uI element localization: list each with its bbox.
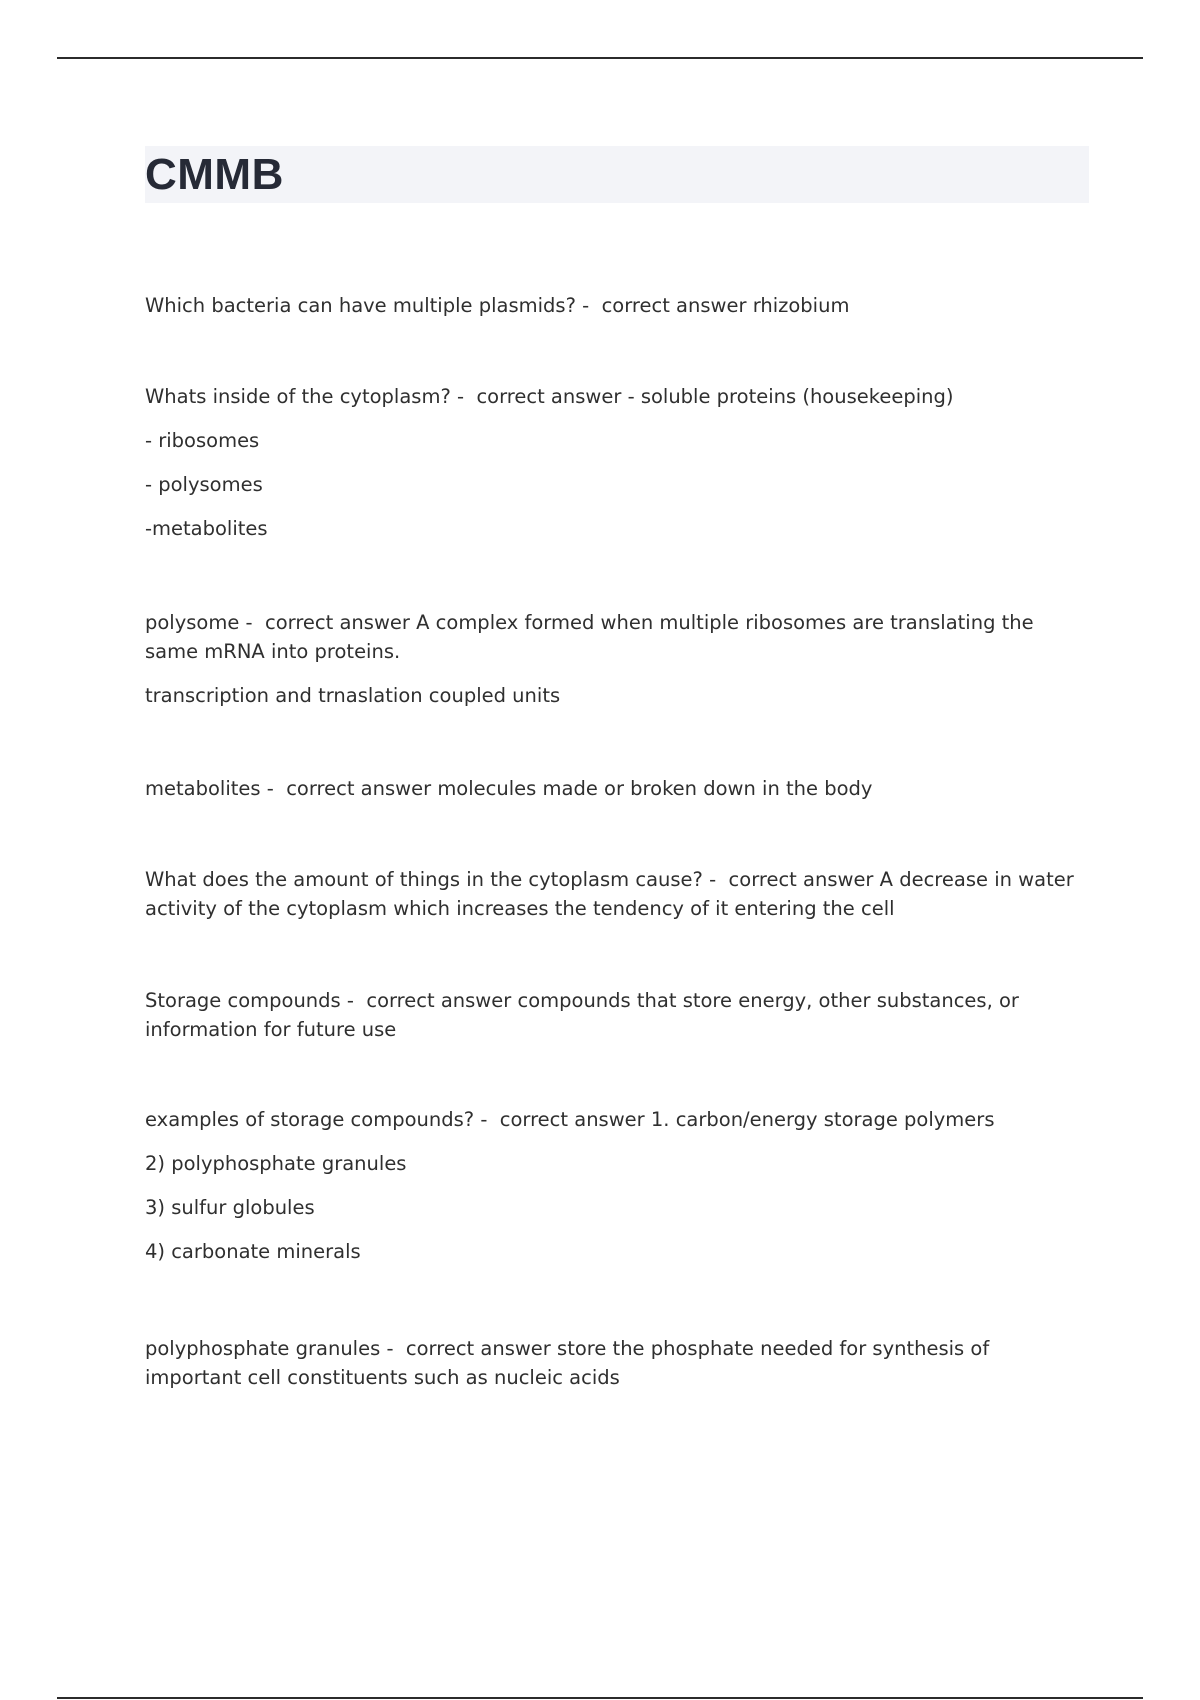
qa-entry-metabolites [145,774,1085,803]
answer-prefix: correct answer [499,1108,645,1131]
bottom-rule [57,1697,1143,1699]
qa-first-line [145,1334,1085,1392]
answer-text: A decrease in water activity of the cytoplasm which increases the tendency of it entering the cell [145,868,1074,920]
separator: - [474,1108,500,1131]
separator: - [260,777,287,800]
answer-prefix: correct answer [601,294,747,317]
answer-text: rhizobium [752,294,850,317]
qa-first-line [145,865,1085,923]
answer-text: A complex formed when multiple ribosomes are translating the same mRNA into proteins. [145,611,1034,663]
qa-first-line [145,1105,1085,1134]
qa-entry-water-activity [145,865,1085,923]
continuation-line: - ribosomes [145,429,260,452]
question-text: Whats inside of the cytoplasm? [145,385,451,408]
answer-text: compounds that store energy, other substances, or information for future use [145,989,1019,1041]
answer-prefix: correct answer [476,385,622,408]
answer-text: store the phosphate needed for synthesis of important cell constituents such as nucleic acids [145,1337,990,1389]
qa-entry-polyphosphate [145,1334,1085,1392]
qa-first-line [145,382,1085,411]
page-title: CMMB [145,150,284,199]
qa-entry-rhizobium [145,291,1085,320]
qa-first-line [145,774,1085,803]
qa-first-line [145,608,1085,666]
qa-entry-cytoplasm [145,382,1085,543]
question-text: examples of storage compounds? [145,1108,475,1131]
question-text: polyphosphate granules [145,1337,381,1360]
separator: - [702,868,729,891]
separator: - [239,611,265,634]
answer-text: - soluble proteins (housekeeping) [627,385,954,408]
qa-entry-polysome [145,608,1085,710]
question-text: polysome [145,611,240,634]
question-text: What does the amount of things in the cytoplasm cause? [145,868,703,891]
title-band [145,146,1089,203]
qa-entry-storage-examples [145,1105,1085,1266]
continuation-line: 3) sulfur globules [145,1196,315,1219]
continuation-line: - polysomes [145,473,263,496]
separator: - [380,1337,406,1360]
separator: - [340,989,367,1012]
question-text: metabolites [145,777,261,800]
qa-first-line [145,291,1085,320]
question-text: Which bacteria can have multiple plasmids? [145,294,576,317]
answer-text: molecules made or broken down in the body [437,777,873,800]
answer-prefix: correct answer [265,611,410,634]
top-rule [57,57,1143,59]
question-text: Storage compounds [145,989,341,1012]
answer-prefix: correct answer [728,868,874,891]
qa-entry-storage-compounds [145,986,1085,1044]
answer-prefix: correct answer [286,777,432,800]
answer-text: 1. carbon/energy storage polymers [650,1108,995,1131]
answer-prefix: correct answer [366,989,512,1012]
continuation-line: -metabolites [145,517,268,540]
continuation-line: 2) polyphosphate granules [145,1152,407,1175]
separator: - [575,294,602,317]
separator: - [450,385,477,408]
answer-prefix: correct answer [405,1337,551,1360]
continuation-line: 4) carbonate minerals [145,1240,361,1263]
continuation-line: transcription and trnaslation coupled units [145,684,561,707]
qa-first-line [145,986,1085,1044]
